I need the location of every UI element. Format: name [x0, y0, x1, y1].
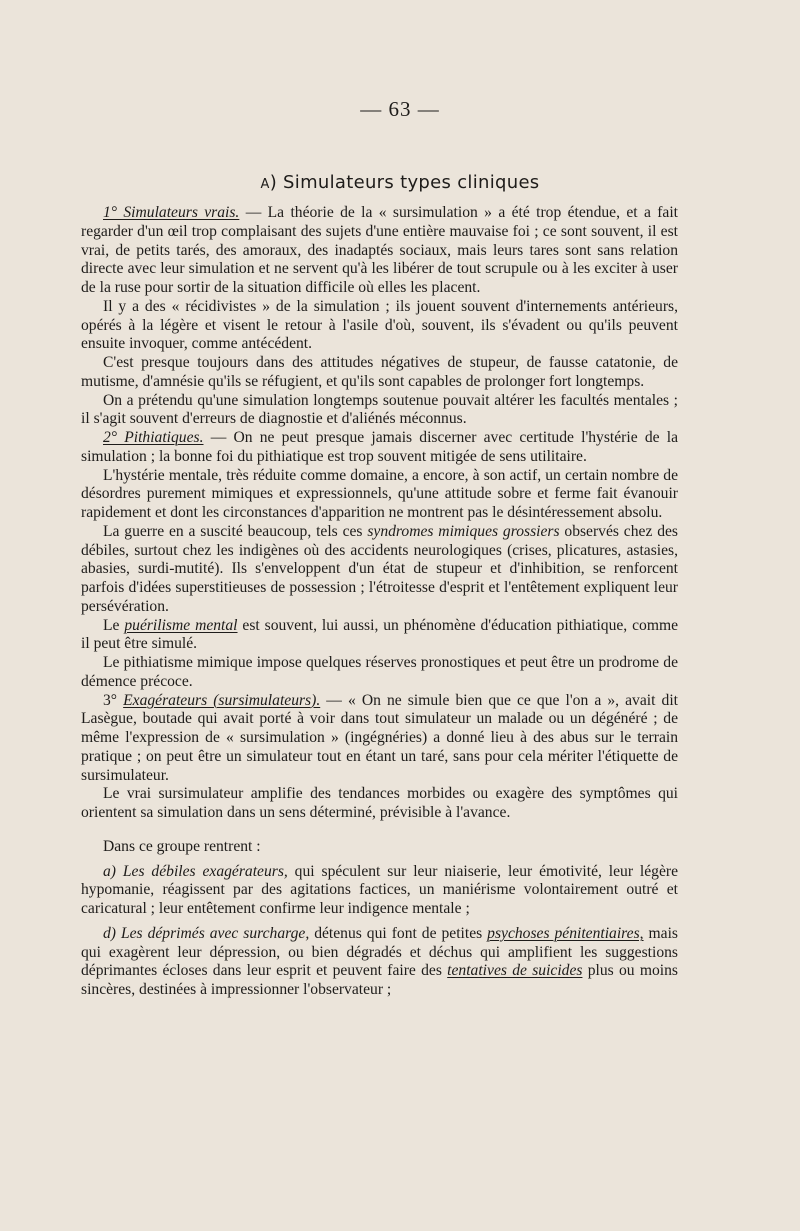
emphasis-psychoses: psychoses pénitentiaires,: [487, 924, 644, 942]
paragraph-text: qui spéculent sur leur niaiserie, leur émotivité, leur légère hypomanie, réagissent par des agitations factices, un maniérisme volontairement outré et caricatural ; leur entêtement confirme leur indigence mentale ;: [81, 862, 678, 917]
paragraph-pithiatiques: [81, 429, 678, 467]
paragraph-text: mais qui exagèrent leur dépression, ou bien dégradés et déchus qui amplifient les suggestions déprimantes écloses dans leur esprit et peuvent faire des: [81, 924, 678, 980]
paragraph-text: détenus qui font de petites: [309, 924, 488, 942]
paragraph-facultes: On a prétendu qu'une simulation longtemps soutenue pouvait altérer les facultés mentales ; il s'agit souvent d'erreurs de diagnostie et d'aliénés méconnus.: [81, 391, 678, 428]
subheading-pithiatiques: 2° Pithiatiques.: [103, 429, 204, 446]
body-text: [81, 204, 678, 1000]
paragraph-text: — On ne peut presque jamais discerner avec certitude l'hystérie de la simulation ; la bonne foi du pithiatique est trop souvent mitigée de sens utilitaire.: [81, 429, 678, 465]
paragraph-guerre: [81, 523, 678, 617]
subheading-exagerateurs: Exagérateurs (sursimulateurs).: [123, 691, 321, 709]
paragraph-text: — « On ne simule bien que ce que l'on a », avait dit Lasègue, boutade qui avait porté à voir dans tout simulateur un malade ou un dégénéré ; de même l'expression de « sursimulation » (ingégnéries) a donné lieu à des abus sur le terrain pratique ; on peut être un simulateur tout en étant un taré, sans pour cela mériter l'étiquette de sursimulateur.: [81, 691, 678, 784]
subheading-debiles: a) Les débiles exagérateurs,: [103, 862, 288, 880]
paragraph-text: est souvent, lui aussi, un phénomène d'éducation pithiatique, comme il peut être simulé.: [81, 616, 678, 653]
paragraph-text: La guerre en a suscité beaucoup, tels ces: [103, 522, 368, 540]
subheading-simulateurs-vrais: 1° Simulateurs vrais.: [103, 204, 240, 221]
paragraph-vrai-sursimulateur: Le vrai sursimulateur amplifie des tendances morbides ou exagère des symptômes qui orientent sa simulation dans un sens déterminé, prévisible à l'avance.: [81, 785, 678, 821]
paragraph-text: — La théorie de la « sursimulation » a été trop étendue, et a fait regarder d'un œil trop complaisant des sujets d'une entière mauvaise foi ; ce sont souvent, il est vrai, de petits tarés, des amoraux, des inadaptés sociaux, mais leurs tares sont sans relation directe avec leur simulation et ne servent qu'à les libérer de tout scrupule ou à les exciter à user de la ruse pour sortir de la situation difficile où elles les placent.: [81, 204, 678, 296]
emphasis-syndromes: syndromes mimiques grossiers: [367, 522, 560, 540]
section-marker: a): [260, 172, 278, 193]
paragraph-debiles: [81, 863, 678, 919]
emphasis-tentatives: tentatives de suicides: [447, 962, 583, 980]
item-number: 3°: [103, 691, 124, 709]
section-title: Simulateurs types cliniques: [283, 172, 540, 193]
paragraph-recidivistes: Il y a des « récidivistes » de la simulation ; ils jouent souvent d'internements antérieurs, opérés à la légère et visent le retour à l'asile d'où, souvent, ils s'évadent ou qu'ils peuvent ensuite invoquer, comme antécédent.: [81, 297, 678, 353]
paragraph-pithiatisme-mimique: Le pithiatisme mimique impose quelques réserves pronostiques et peut être un prodrome de démence précoce.: [81, 654, 678, 690]
subheading-deprimes: d) Les déprimés avec surcharge,: [103, 924, 310, 942]
section-heading: [0, 172, 800, 193]
paragraph-text: observés chez des débiles, surtout chez les indigènes où des accidents neurologiques (crises, plicatures, astasies, abasies, surdi-mutité). Ils s'enveloppent d'un état de stupeur et d'inhibition, se renforcent parfois d'idées superstitieuses de possession ; l'étroitesse d'esprit et l'entêtement expliquent leur persévération.: [81, 522, 678, 615]
paragraph-groupe: Dans ce groupe rentrent :: [103, 837, 261, 855]
paragraph-hysterie-mentale: L'hystérie mentale, très réduite comme domaine, a encore, à son actif, un certain nombre de désordres purement mimiques et expressionnels, qu'une attitude sobre et ferme fait évanouir rapidement et dont les circonstances d'apparition ne montrent pas le désintéressement absolu.: [81, 466, 678, 521]
paragraph-text: plus ou moins sincères, destinées à impressionner l'observateur ;: [81, 962, 678, 998]
page-number: — 63 —: [360, 97, 440, 121]
emphasis-puerilisme: puérilisme mental: [124, 616, 238, 634]
paragraph-puerilisme: [81, 617, 678, 655]
paragraph-deprimes: [81, 925, 678, 1000]
paragraph-simulateurs-vrais: [81, 204, 678, 298]
paragraph-text: Le: [103, 616, 125, 634]
paragraph-stupeur: C'est presque toujours dans des attitudes négatives de stupeur, de fausse catatonie, de mutisme, d'amnésie qu'ils se réfugient, et qu'ils sont capables de prolonger fort longtemps.: [81, 354, 678, 390]
paragraph-exagerateurs: [81, 692, 678, 786]
